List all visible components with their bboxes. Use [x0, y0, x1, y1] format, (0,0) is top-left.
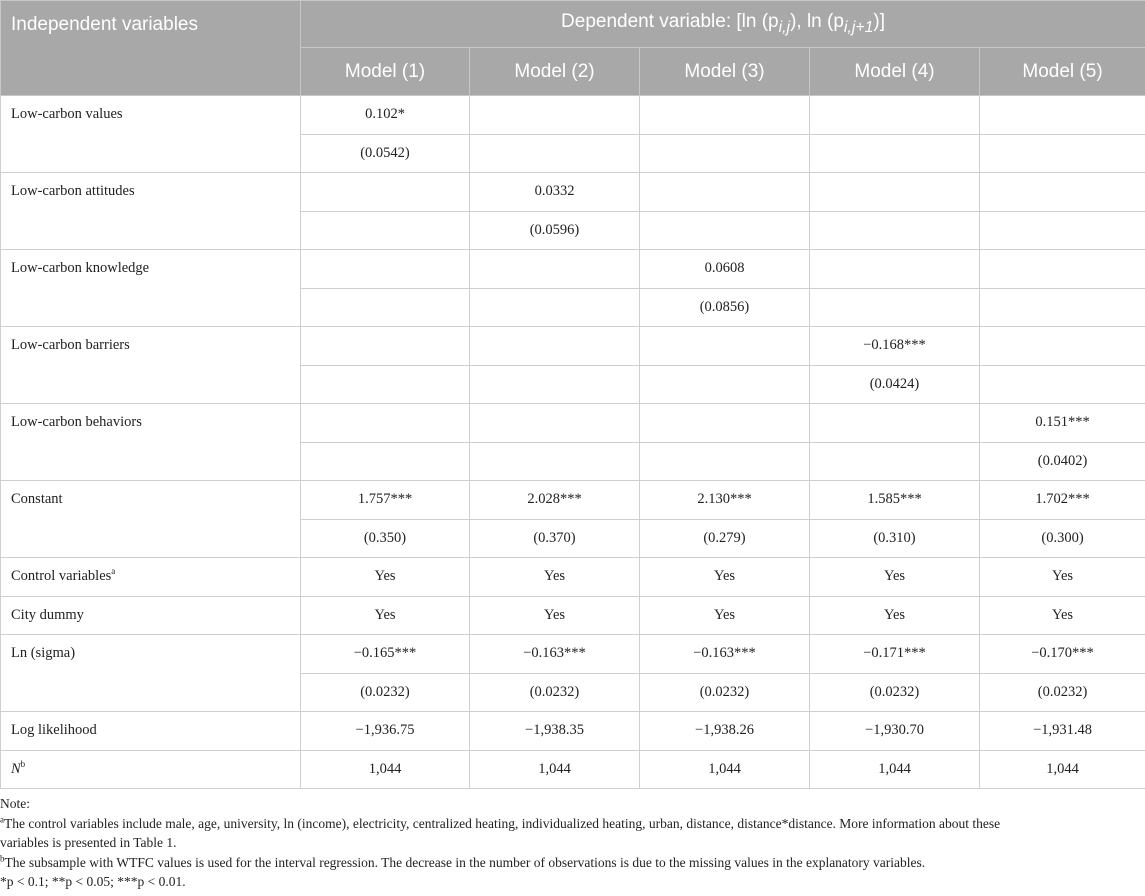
row-label: Constant: [1, 481, 301, 558]
se-cell: [810, 134, 980, 173]
note-significance: *p < 0.1; **p < 0.05; ***p < 0.01.: [0, 874, 186, 889]
coef-cell: [301, 327, 470, 366]
coef-cell: [810, 404, 980, 443]
coef-cell: [980, 327, 1145, 366]
dependent-variable-header: Dependent variable: [ln $(p_{i,j})$, $\ln (p_{i,j+1})$]: [301, 1, 1145, 48]
value-cell: Yes: [470, 596, 640, 635]
table-row: [1, 596, 1145, 635]
model-header: Model (2): [470, 48, 640, 96]
coef-cell: 0.0608: [640, 250, 810, 289]
se-cell: [980, 365, 1145, 404]
coef-cell: [810, 250, 980, 289]
value-cell: Yes: [640, 558, 810, 597]
value-cell: 1,044: [301, 750, 470, 789]
independent-variables-header: Independent variables: [1, 1, 301, 96]
coef-cell: [301, 404, 470, 443]
value-cell: Yes: [301, 558, 470, 597]
coef-cell: 2.028***: [470, 481, 640, 520]
table-row: [1, 481, 1145, 520]
row-label: Low-carbon behaviors: [1, 404, 301, 481]
se-cell: (0.0232): [470, 673, 640, 712]
table-row: [1, 250, 1145, 289]
note-b: $^b$The subsample with WTFC values is used for the interval regression. The decrease in the number of observations is due to the missing values in the explanatory variables.: [0, 853, 926, 870]
se-cell: (0.0856): [640, 288, 810, 327]
coef-cell: 0.151***: [980, 404, 1145, 443]
se-cell: (0.310): [810, 519, 980, 558]
se-cell: [301, 442, 470, 481]
value-cell: 1,044: [810, 750, 980, 789]
se-cell: (0.350): [301, 519, 470, 558]
model-header: Model (5): [980, 48, 1145, 96]
se-cell: [470, 365, 640, 404]
se-cell: [810, 211, 980, 250]
note-a-continued: variables is presented in Table 1.: [0, 835, 177, 850]
table-row: [1, 173, 1145, 212]
se-cell: (0.300): [980, 519, 1145, 558]
se-cell: [301, 365, 470, 404]
coef-cell: [980, 250, 1145, 289]
header-row-1: [1, 1, 1145, 48]
coef-cell: −0.168***: [810, 327, 980, 366]
coef-cell: [640, 173, 810, 212]
coef-cell: −0.170***: [980, 635, 1145, 674]
se-cell: (0.0596): [470, 211, 640, 250]
coef-cell: [301, 250, 470, 289]
table-row: [1, 635, 1145, 674]
coef-cell: 1.585***: [810, 481, 980, 520]
coef-cell: 1.757***: [301, 481, 470, 520]
se-cell: (0.370): [470, 519, 640, 558]
se-cell: [980, 134, 1145, 173]
se-cell: [980, 211, 1145, 250]
value-cell: Yes: [470, 558, 640, 597]
value-cell: −1,936.75: [301, 712, 470, 751]
coef-cell: [301, 173, 470, 212]
model-header: Model (1): [301, 48, 470, 96]
model-header: Model (4): [810, 48, 980, 96]
value-cell: 1,044: [640, 750, 810, 789]
se-cell: (0.0232): [640, 673, 810, 712]
coef-cell: [470, 404, 640, 443]
value-cell: Yes: [810, 596, 980, 635]
table-notes: [0, 794, 1140, 892]
note-title: Note:: [0, 796, 30, 811]
coef-cell: 0.0332: [470, 173, 640, 212]
se-cell: [640, 442, 810, 481]
row-label: $N^b$: [1, 750, 301, 789]
table-row: [1, 712, 1145, 751]
coef-cell: [980, 96, 1145, 135]
se-cell: (0.0402): [980, 442, 1145, 481]
value-cell: Yes: [301, 596, 470, 635]
coef-cell: [470, 250, 640, 289]
value-cell: Yes: [640, 596, 810, 635]
se-cell: [980, 288, 1145, 327]
note-a: $^a$The control variables include male, age, university, ln (income), electricity, centralized heating, individualized heating, urban, distance, distance*distance. More information about these: [0, 814, 1001, 831]
coef-cell: [470, 327, 640, 366]
se-cell: (0.0232): [810, 673, 980, 712]
coef-cell: [470, 96, 640, 135]
se-cell: [810, 442, 980, 481]
coef-cell: [980, 173, 1145, 212]
coef-cell: [640, 96, 810, 135]
coef-cell: −0.165***: [301, 635, 470, 674]
value-cell: Yes: [980, 596, 1145, 635]
table-row: [1, 750, 1145, 789]
model-header: Model (3): [640, 48, 810, 96]
se-cell: (0.0542): [301, 134, 470, 173]
coef-cell: [810, 96, 980, 135]
se-cell: [640, 134, 810, 173]
row-label: Ln (sigma): [1, 635, 301, 712]
se-cell: [470, 442, 640, 481]
value-cell: Yes: [980, 558, 1145, 597]
coef-cell: −0.163***: [640, 635, 810, 674]
se-cell: [640, 365, 810, 404]
value-cell: 1,044: [980, 750, 1145, 789]
row-label: Low-carbon barriers: [1, 327, 301, 404]
value-cell: 1,044: [470, 750, 640, 789]
row-label: Low-carbon attitudes: [1, 173, 301, 250]
se-cell: [470, 288, 640, 327]
coef-cell: [810, 173, 980, 212]
row-label: Low-carbon knowledge: [1, 250, 301, 327]
coef-cell: [640, 327, 810, 366]
se-cell: (0.0232): [301, 673, 470, 712]
se-cell: (0.0424): [810, 365, 980, 404]
se-cell: (0.279): [640, 519, 810, 558]
value-cell: −1,938.26: [640, 712, 810, 751]
coef-cell: 0.102*: [301, 96, 470, 135]
coef-cell: −0.163***: [470, 635, 640, 674]
value-cell: −1,930.70: [810, 712, 980, 751]
se-cell: [301, 288, 470, 327]
coef-cell: 1.702***: [980, 481, 1145, 520]
row-label: Log likelihood: [1, 712, 301, 751]
row-label: City dummy: [1, 596, 301, 635]
value-cell: −1,931.48: [980, 712, 1145, 751]
table-row: [1, 558, 1145, 597]
table-row: [1, 327, 1145, 366]
se-cell: [301, 211, 470, 250]
value-cell: −1,938.35: [470, 712, 640, 751]
se-cell: (0.0232): [980, 673, 1145, 712]
row-label: Control variables$^a$: [1, 558, 301, 597]
table-row: [1, 96, 1145, 135]
se-cell: [470, 134, 640, 173]
value-cell: Yes: [810, 558, 980, 597]
coef-cell: [640, 404, 810, 443]
se-cell: [810, 288, 980, 327]
table-row: [1, 404, 1145, 443]
coef-cell: 2.130***: [640, 481, 810, 520]
se-cell: [640, 211, 810, 250]
coef-cell: −0.171***: [810, 635, 980, 674]
row-label: Low-carbon values: [1, 96, 301, 173]
